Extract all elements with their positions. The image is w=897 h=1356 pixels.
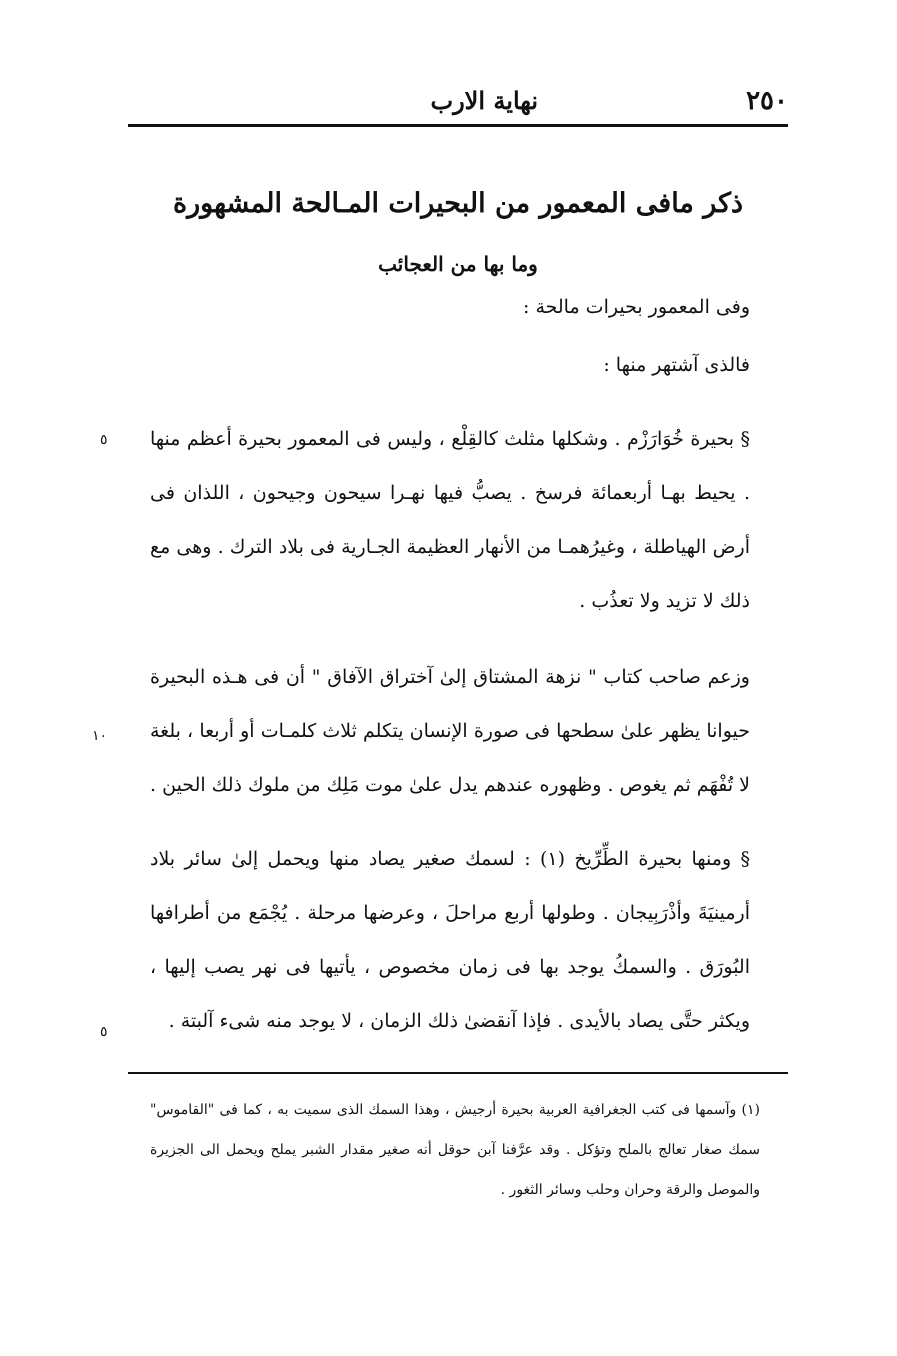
section-subtitle: وما بها من العجائب	[378, 252, 538, 276]
paragraph-nuzhat: وزعم صاحب كتاب " نزهة المشتاق إلىٰ آختراق الآفاق " أن فى هـذه البحيرة حيوانا يظهر علىٰ سطحها فى صورة الإنسان يتكلم ثلاث كلمـات أو أربعا ، بلغة لا تُفْهَم ثم يغوص . وظهوره عندهم يدل علىٰ موت مَلِك من ملوك ذلك الحين .	[150, 666, 750, 796]
section-title: ذكر مافى المعمور من البحيرات المـالحة المشهورة	[172, 188, 744, 219]
intro-line-1: وفى المعمور بحيرات مالحة :	[523, 296, 750, 318]
page-header	[128, 86, 788, 122]
footnote: (١) وآسمها فى كتب الجغرافية العربية بحيرة أرجيش ، وهذا السمك الذى سميت به ، كما فى "القاموس" سمك صغار تعالج بالملح وتؤكل . وقد عرَّفنا آبن حوقل أنه صغير مقدار الشبر يملح ويحمل الى الجزيرة والموصل والرقة وحران وحلب وسائر الثغور .	[150, 1102, 760, 1198]
footnote-rule	[128, 1072, 788, 1074]
margin-line-number: ١٠	[92, 728, 108, 744]
intro-line-2: فالذى آشتهر منها :	[603, 354, 750, 376]
paragraph-tarikh: § ومنها بحيرة الطِّرِّيخ (١) : لسمك صغير يصاد منها ويحمل إلىٰ سائر بلاد أرمينيَةَ وأذْرَبِيجان . وطولها أربع مراحلَ ، وعرضها مرحلة . يُجْمَع من أطرافها البُورَق . والسمكُ يوجد بها فى زمان مخصوص ، يأتيها فى نهر يصب إليها ، ويكثر حتَّى يصاد بالأيدى . فإذا آنقضىٰ ذلك الزمان ، لا يوجد منه شىء آلبتة .	[150, 848, 750, 1032]
header-rule	[128, 124, 788, 127]
paragraph-khwarazm: § بحيرة خُوَارَزْم . وشكلها مثلث كالقِلْع ، وليس فى المعمور بحيرة أعظم منها . يحيط بهـا أربعمائة فرسخ . يصبُّ فيها نهـرا سيحون وجيحون ، اللذان فى أرض الهياطلة ، وغيرُهمـا من الأنهار العظيمة الجـارية فى بلاد الترك . وهى مع ذلك لا تزيد ولا تعذُب .	[150, 428, 750, 612]
margin-line-number: ٥	[100, 1024, 108, 1040]
running-title: نهاية الارب	[430, 86, 538, 115]
page-number: ٢٥٠	[746, 86, 788, 116]
margin-line-number: ٥	[100, 432, 108, 448]
